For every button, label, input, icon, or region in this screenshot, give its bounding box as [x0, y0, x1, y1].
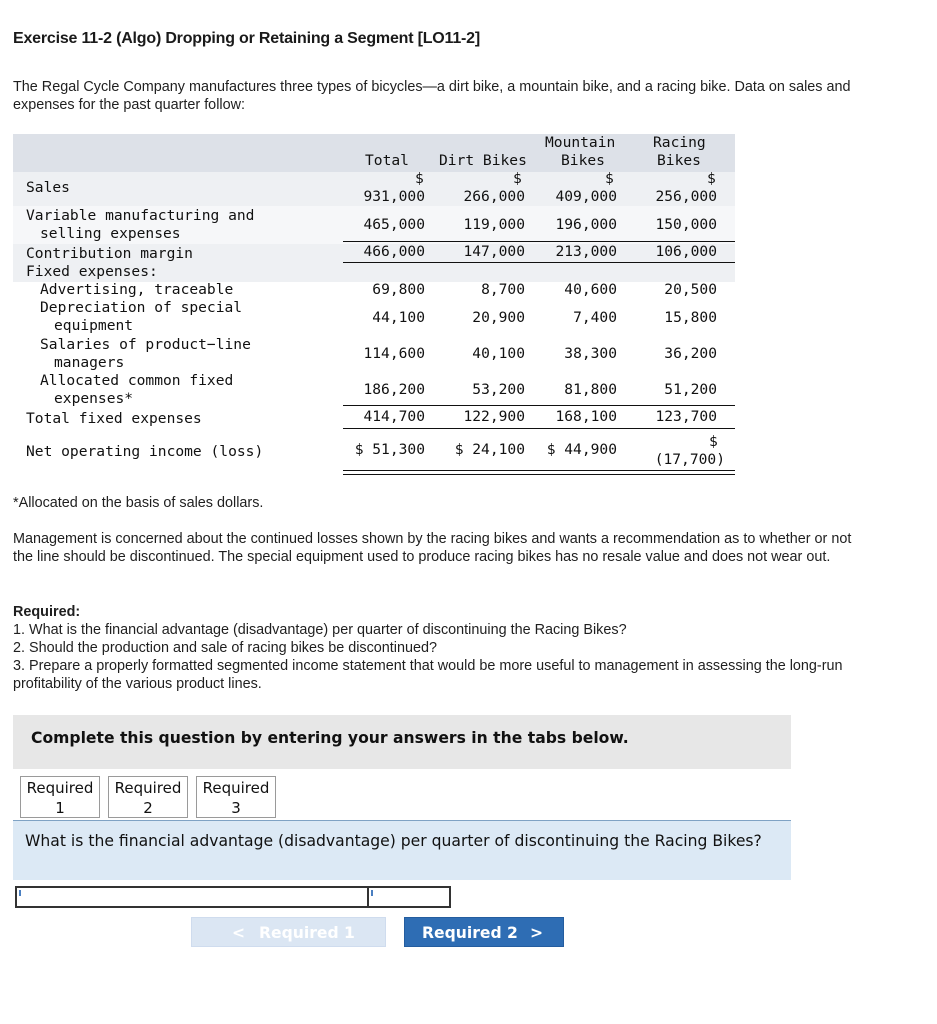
cell-sales-mountain: 409,000	[555, 188, 617, 205]
cell-total-fixed-mountain: 168,100	[555, 408, 617, 425]
subtotal-rule	[343, 241, 735, 242]
tab-label: Required	[202, 779, 270, 797]
row-label-variable: Variable manufacturing and	[26, 207, 255, 224]
cell-total-fixed-racing: 123,700	[655, 408, 717, 425]
cell-allocated-dirt: 53,200	[472, 381, 525, 398]
answer-label-input[interactable]	[21, 888, 369, 908]
tab-number: 3	[231, 799, 241, 817]
question-band	[13, 820, 791, 880]
cell-net-mountain: $ 44,900	[546, 441, 617, 458]
tab-number: 2	[143, 799, 153, 817]
cell-salaries-total: 114,600	[363, 345, 425, 362]
cell-contribution-mountain: 213,000	[555, 243, 617, 260]
header-total: Total	[365, 152, 409, 169]
instruction-band	[13, 715, 791, 769]
cell-sales-racing: 256,000	[655, 188, 717, 205]
page-title: Exercise 11-2 (Algo) Dropping or Retaining a Segment [LO11-2]	[13, 30, 481, 47]
dollar-sign: $	[415, 170, 424, 187]
dollar-sign: $	[513, 170, 522, 187]
cell-advertising-mountain: 40,600	[564, 281, 617, 298]
cell-contribution-total: 466,000	[363, 243, 425, 260]
next-required-button[interactable]	[404, 917, 564, 947]
subtotal-rule	[343, 405, 735, 406]
cell-allocated-racing: 51,200	[664, 381, 717, 398]
dollar-sign: $	[605, 170, 614, 187]
header-mountain: Mountain	[545, 134, 616, 151]
double-rule	[343, 470, 735, 471]
required-heading: Required:	[13, 604, 81, 620]
cell-advertising-dirt: 8,700	[481, 281, 525, 298]
row-label-sales: Sales	[26, 179, 70, 196]
row-label-salaries: Salaries of product−line	[40, 336, 251, 353]
row-label-salaries-2: managers	[54, 354, 125, 371]
question-text: What is the financial advantage (disadvantage) per quarter of discontinuing the Racing Bikes?	[25, 832, 762, 850]
row-label-total-fixed: Total fixed expenses	[26, 410, 202, 427]
header-mountain-2: Bikes	[561, 152, 605, 169]
double-rule	[343, 474, 735, 475]
row-label-advertising: Advertising, traceable	[40, 281, 234, 298]
footnote: *Allocated on the basis of sales dollars.	[13, 495, 264, 511]
cell-net-racing: (17,700)	[654, 451, 725, 468]
instruction-text: Complete this question by entering your answers in the tabs below.	[31, 729, 629, 747]
tab-label: Required	[114, 779, 182, 797]
cell-advertising-racing: 20,500	[664, 281, 717, 298]
header-racing-2: Bikes	[657, 152, 701, 169]
cell-variable-racing: 150,000	[655, 216, 717, 233]
cell-contribution-dirt: 147,000	[463, 243, 525, 260]
cell-variable-mountain: 196,000	[555, 216, 617, 233]
prev-required-button[interactable]	[191, 917, 386, 947]
cell-total-fixed-dirt: 122,900	[463, 408, 525, 425]
header-dirt: Dirt Bikes	[439, 152, 527, 169]
cell-total-fixed-total: 414,700	[363, 408, 425, 425]
cell-salaries-mountain: 38,300	[564, 345, 617, 362]
row-label-depreciation-2: equipment	[54, 317, 134, 334]
tab-number: 1	[55, 799, 65, 817]
cell-depreciation-total: 44,100	[372, 309, 425, 326]
header-racing: Racing	[653, 134, 706, 151]
subtotal-rule	[343, 428, 735, 429]
cell-variable-total: 465,000	[363, 216, 425, 233]
cell-net-total: $ 51,300	[354, 441, 425, 458]
intro-text: The Regal Cycle Company manufactures three types of bicycles—a dirt bike, a mountain bike, and a racing bike. Data on sales and expenses for the past quarter follow:	[13, 79, 851, 113]
cell-advertising-total: 69,800	[372, 281, 425, 298]
prev-button-label: Required 1	[259, 924, 355, 942]
cell-depreciation-mountain: 7,400	[573, 309, 617, 326]
cell-salaries-racing: 36,200	[664, 345, 717, 362]
chevron-left-icon: <	[232, 924, 246, 942]
row-label-contribution: Contribution margin	[26, 245, 193, 262]
answer-amount-input[interactable]	[373, 888, 451, 908]
cell-contribution-racing: 106,000	[655, 243, 717, 260]
required-item-2: 2. Should the production and sale of racing bikes be discontinued?	[13, 640, 438, 656]
dollar-sign: $	[709, 433, 718, 450]
row-label-depreciation: Depreciation of special	[40, 299, 243, 316]
cell-allocated-total: 186,200	[363, 381, 425, 398]
management-text: Management is concerned about the continued losses shown by the racing bikes and wants a recommendation as to whether or not the line should be discontinued. The special equipment used to produce racing bikes has no resale value and does not wear out.	[13, 531, 852, 565]
row-label-allocated: Allocated common fixed	[40, 372, 234, 389]
cell-sales-total: 931,000	[363, 188, 425, 205]
row-label-allocated-2: expenses*	[54, 390, 134, 407]
required-item-1: 1. What is the financial advantage (disadvantage) per quarter of discontinuing the Racing Bikes?	[13, 622, 627, 638]
subtotal-rule	[343, 262, 735, 263]
next-button-label: Required 2	[422, 924, 518, 942]
row-label-net: Net operating income (loss)	[26, 443, 264, 460]
cell-salaries-dirt: 40,100	[472, 345, 525, 362]
row-label-fixed: Fixed expenses:	[26, 263, 158, 280]
cell-allocated-mountain: 81,800	[564, 381, 617, 398]
tab-required-3[interactable]	[196, 776, 276, 818]
dollar-sign: $	[707, 170, 716, 187]
tab-required-1[interactable]	[20, 776, 100, 818]
cell-net-dirt: $ 24,100	[454, 441, 525, 458]
cell-sales-dirt: 266,000	[463, 188, 525, 205]
answer-row	[15, 886, 451, 908]
tab-required-2[interactable]	[108, 776, 188, 818]
row-label-variable-2: selling expenses	[40, 225, 181, 242]
required-item-3: 3. Prepare a properly formatted segmented income statement that would be more useful to management in assessing the long-run profitability of the various product lines.	[13, 658, 843, 692]
cell-depreciation-dirt: 20,900	[472, 309, 525, 326]
cell-variable-dirt: 119,000	[463, 216, 525, 233]
cell-depreciation-racing: 15,800	[664, 309, 717, 326]
chevron-right-icon: >	[530, 924, 544, 942]
tab-label: Required	[26, 779, 94, 797]
